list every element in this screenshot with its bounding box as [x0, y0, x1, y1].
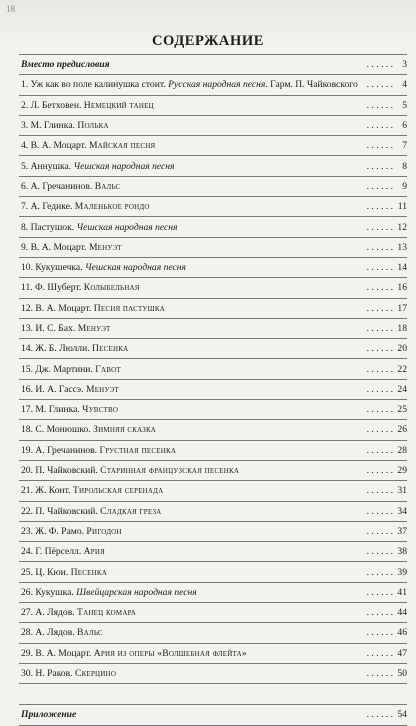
toc-entry-text: 15. Дж. Мартини. — [21, 363, 96, 375]
toc-entry-text: 17. М. Глинка. — [21, 404, 83, 416]
toc-entry-text: Песня пастушка — [93, 302, 165, 314]
toc-page-number: 34 — [397, 505, 407, 517]
toc-entry[interactable] — [19, 116, 407, 136]
toc-page-number: 7 — [402, 140, 407, 152]
toc-entry-title — [19, 242, 367, 253]
toc-entry-title — [19, 424, 367, 435]
toc-entry-text: Швейцарская народная песня — [76, 586, 197, 598]
toc-entry-text: Вальс — [94, 180, 121, 192]
toc-entry-text: 11. Ф. Шуберт. — [21, 282, 84, 294]
toc-leader: . . . . . . — [366, 140, 393, 152]
page-title: СОДЕРЖАНИЕ — [151, 33, 265, 49]
toc-entry-text: 5. Аннушка. — [21, 160, 74, 172]
toc-leader: . . . . . . — [366, 221, 393, 233]
toc-page-number: 8 — [402, 160, 407, 172]
toc-entry-text: Менуэт — [77, 323, 111, 334]
toc-entry-text: Чувство — [82, 404, 119, 416]
toc-entry-text: 1. Уж как во поле калинушка стоит. — [21, 79, 169, 91]
toc-entry[interactable] — [19, 441, 407, 461]
toc-entry-title — [19, 79, 367, 90]
toc-entry-text: 16. И. А. Гассэ. — [21, 383, 86, 395]
toc-entry[interactable] — [19, 420, 407, 440]
toc-entry-title — [19, 120, 367, 131]
toc-entry-title — [19, 607, 367, 618]
toc-entry-text: . Гарм. П. Чайковского — [265, 79, 358, 91]
toc-entry-title — [19, 627, 367, 638]
toc-page-number: 50 — [397, 668, 407, 680]
toc-page-number: 6 — [402, 120, 407, 132]
toc-entry-text: Тирольская серенада — [72, 485, 164, 497]
toc-page-number: 29 — [397, 465, 407, 477]
toc-entry-title — [19, 343, 367, 354]
toc-entry-title — [19, 303, 367, 314]
toc-entry-text: 7. А. Гедике. — [21, 201, 75, 213]
toc-entry[interactable] — [19, 278, 407, 298]
toc-page-number: 16 — [397, 282, 407, 294]
toc-entry[interactable] — [19, 258, 407, 278]
toc-page-number: 12 — [397, 221, 407, 233]
toc-leader: . . . . . . — [366, 444, 393, 456]
toc-leader: . . . . . . — [366, 485, 393, 497]
toc-entry-text: Чешская народная песня — [76, 221, 178, 233]
toc-entry-text: 13. И. С. Бах. — [21, 323, 78, 334]
toc-entry[interactable] — [19, 603, 407, 623]
toc-entry[interactable] — [19, 319, 407, 339]
toc-entry[interactable] — [19, 623, 407, 643]
toc-leader: . . . . . . — [366, 99, 393, 111]
toc-page-number: 11 — [397, 201, 407, 213]
toc-entry-text: 28. А. Лядов. — [21, 627, 78, 639]
toc-entry-text: 10. Кукушечка. — [21, 262, 85, 274]
toc-entry-text: 2. Л. Бетховен. — [21, 99, 84, 111]
toc-leader: . . . . . . — [366, 262, 393, 274]
toc-entry[interactable] — [19, 481, 407, 501]
toc-page-number: 26 — [397, 424, 407, 436]
toc-entry-title — [19, 140, 367, 151]
toc-entry-text: Ария из оперы «Волшебная флейта» — [93, 647, 247, 659]
toc-entry-text: 21. Ж. Конт. — [21, 485, 73, 497]
toc-entry[interactable] — [19, 664, 407, 684]
toc-entry-title — [19, 161, 367, 172]
toc-entry-title — [19, 648, 367, 659]
toc-entry-title — [19, 100, 367, 111]
toc-entry-text: 18. С. Монюшко. — [21, 424, 94, 436]
toc-entry-text: Русская народная песня — [168, 79, 266, 91]
toc-leader: . . . . . . — [366, 241, 393, 253]
toc-page-number: 4 — [402, 79, 407, 91]
toc-leader: . . . . . . — [366, 668, 393, 680]
toc-page-number: 3 — [402, 59, 407, 71]
toc-page-number: 46 — [397, 627, 407, 639]
toc-page-number: 44 — [397, 607, 407, 619]
toc-page-number: 22 — [397, 363, 407, 375]
toc-entry[interactable] — [19, 299, 407, 319]
toc-entry-text: Майская песня — [88, 140, 156, 152]
toc-entry-text: 30. Н. Раков. — [21, 668, 76, 680]
toc-entry-text: 9. В. А. Моцарт. — [21, 241, 89, 253]
toc-entry-title — [19, 445, 367, 456]
toc-entry-text: 24. Г. Пёрселл. — [21, 546, 84, 558]
toc-leader: . . . . . . — [366, 566, 393, 578]
toc-entry-text: Зимняя сказка — [93, 424, 157, 436]
toc-entry-text: Менуэт — [88, 241, 122, 253]
toc-page-number: 41 — [397, 586, 407, 598]
toc-entry[interactable] — [19, 522, 407, 542]
toc-entry-text: Чешская народная песня — [73, 160, 175, 172]
toc-entry[interactable] — [19, 75, 407, 95]
toc-page-number: 47 — [397, 647, 407, 659]
toc-entry[interactable] — [19, 502, 407, 522]
toc-entry[interactable] — [19, 705, 407, 725]
toc-entry-text: 19. А. Гречанинов. — [21, 444, 100, 456]
toc-entry-title — [19, 323, 367, 334]
toc-leader: . . . . . . — [366, 586, 393, 598]
toc-leader: . . . . . . — [366, 201, 393, 213]
toc-entry-text: Вальс — [77, 627, 103, 639]
toc-entry-text: Старинная французская песенка — [100, 465, 240, 477]
toc-leader: . . . . . . — [366, 79, 393, 91]
toc-leader: . . . . . . — [366, 363, 393, 375]
toc-leader: . . . . . . — [366, 302, 393, 314]
toc-entry-text: 6. А. Гречанинов. — [21, 180, 95, 192]
toc-entry-text: Приложение — [21, 709, 77, 721]
toc-page-number: 38 — [397, 546, 407, 558]
toc-entry-text: 12. В. А. Моцарт. — [21, 302, 94, 314]
toc-entry-title — [19, 181, 367, 192]
toc-entry[interactable] — [19, 238, 407, 258]
toc-entry-text: 22. П. Чайковский. — [21, 505, 101, 517]
toc-leader: . . . . . . — [366, 282, 393, 294]
toc-entry[interactable] — [19, 542, 407, 562]
toc-leader: . . . . . . — [366, 120, 393, 132]
toc-leader: . . . . . . — [366, 465, 393, 477]
toc-page-number: 18 — [397, 323, 407, 334]
toc-page-number: 13 — [397, 241, 407, 253]
toc-leader: . . . . . . — [366, 383, 393, 395]
toc-leader: . . . . . . — [366, 627, 393, 639]
toc-page-number: 24 — [397, 383, 407, 395]
toc-entry[interactable] — [19, 156, 407, 176]
toc-entry-title — [19, 526, 367, 537]
toc-leader: . . . . . . — [366, 709, 393, 721]
toc-entry-text: Вместо предисловия — [21, 59, 110, 71]
toc-page-number: 14 — [397, 262, 407, 274]
toc-entry[interactable] — [19, 55, 407, 75]
toc-leader: . . . . . . — [366, 323, 393, 334]
toc-entry[interactable] — [19, 359, 407, 379]
toc-spacer-row — [19, 684, 407, 705]
toc-page-number: 39 — [397, 566, 407, 578]
toc-entry-text: Грустная песенка — [99, 444, 177, 456]
table-of-contents — [19, 54, 407, 726]
toc-page-number: 17 — [397, 302, 407, 314]
toc-entry-text: Сладкая греза — [100, 505, 162, 517]
toc-page-number: 25 — [397, 404, 407, 416]
toc-entry-text: Немецкий танец — [83, 99, 154, 111]
toc-leader: . . . . . . — [366, 525, 393, 537]
toc-entry-title — [19, 567, 367, 578]
toc-page-number: 5 — [402, 99, 407, 111]
toc-entry[interactable] — [19, 177, 407, 197]
toc-leader: . . . . . . — [366, 160, 393, 172]
toc-entry-title — [19, 222, 367, 233]
toc-entry-title — [19, 282, 367, 293]
toc-entry-text: Танец комара — [77, 607, 137, 619]
toc-leader: . . . . . . — [366, 505, 393, 517]
toc-entry-title — [19, 546, 367, 557]
toc-entry-title — [19, 262, 367, 273]
toc-entry-title — [19, 587, 367, 598]
toc-page-number: 9 — [402, 180, 407, 192]
toc-entry[interactable] — [19, 136, 407, 156]
toc-entry-title — [19, 506, 367, 517]
toc-entry-text: Скерцино — [75, 668, 117, 680]
toc-entry-text: 27. А. Лядов. — [21, 607, 78, 619]
toc-leader: . . . . . . — [366, 180, 393, 192]
toc-entry-title — [19, 364, 367, 375]
toc-entry-text: Колыбельная — [83, 282, 140, 294]
toc-leader: . . . . . . — [366, 59, 393, 71]
page-number: 18 — [6, 4, 15, 14]
toc-entry[interactable] — [19, 562, 407, 582]
toc-entry-title — [19, 668, 367, 679]
toc-entry-text: Песенка — [70, 566, 107, 578]
toc-entry[interactable] — [19, 461, 407, 481]
toc-entry[interactable] — [19, 197, 407, 217]
toc-entry-text: 20. П. Чайковский. — [21, 465, 101, 477]
toc-entry-text: 29. В. А. Моцарт. — [21, 647, 94, 659]
toc-entry-text: 14. Ж. Б. Люлли. — [21, 343, 93, 355]
toc-page-number: 37 — [397, 525, 407, 537]
toc-entry-title — [19, 709, 367, 720]
toc-entry-text: Чешская народная песня — [85, 262, 186, 274]
toc-entry-text: 4. В. А. Моцарт. — [21, 140, 89, 152]
toc-entry-text: Гавот — [95, 363, 121, 375]
toc-leader: . . . . . . — [366, 546, 393, 558]
toc-entry-title — [19, 201, 367, 212]
toc-entry[interactable] — [19, 380, 407, 400]
toc-entry-text: 8. Пастушок. — [21, 221, 77, 233]
toc-page-number: 28 — [397, 444, 407, 456]
toc-leader: . . . . . . — [366, 647, 393, 659]
toc-entry[interactable] — [19, 217, 407, 237]
toc-entry-text: Ария — [83, 546, 105, 558]
toc-entry[interactable] — [19, 400, 407, 420]
toc-entry-text: Менуэт — [85, 383, 119, 395]
toc-entry-title — [19, 59, 367, 70]
toc-entry-title — [19, 384, 367, 395]
toc-entry-text: 25. Ц. Кюи. — [21, 566, 71, 578]
toc-entry-title — [19, 404, 367, 415]
toc-entry[interactable] — [19, 339, 407, 359]
toc-entry-text: Песенка — [92, 343, 129, 355]
toc-entry-text: 23. Ж. Ф. Рамо. — [21, 525, 87, 537]
toc-entry[interactable] — [19, 96, 407, 116]
toc-entry[interactable] — [19, 644, 407, 664]
toc-entry-title — [19, 485, 367, 496]
toc-page-number: 31 — [397, 485, 407, 497]
toc-leader: . . . . . . — [366, 404, 393, 416]
toc-entry-title — [19, 465, 367, 476]
toc-entry-text: 3. М. Глинка. — [21, 120, 78, 132]
toc-entry-text: Ригодон — [86, 525, 122, 537]
toc-page-number: 20 — [397, 343, 407, 355]
toc-page-number: 54 — [397, 709, 407, 721]
toc-leader: . . . . . . — [366, 607, 393, 619]
toc-entry-text: Полька — [77, 120, 109, 132]
toc-entry-text: 26. Кукушка. — [21, 586, 77, 598]
toc-leader: . . . . . . — [366, 424, 393, 436]
toc-leader: . . . . . . — [366, 343, 393, 355]
toc-entry-text: Маленькое рондо — [74, 201, 150, 213]
